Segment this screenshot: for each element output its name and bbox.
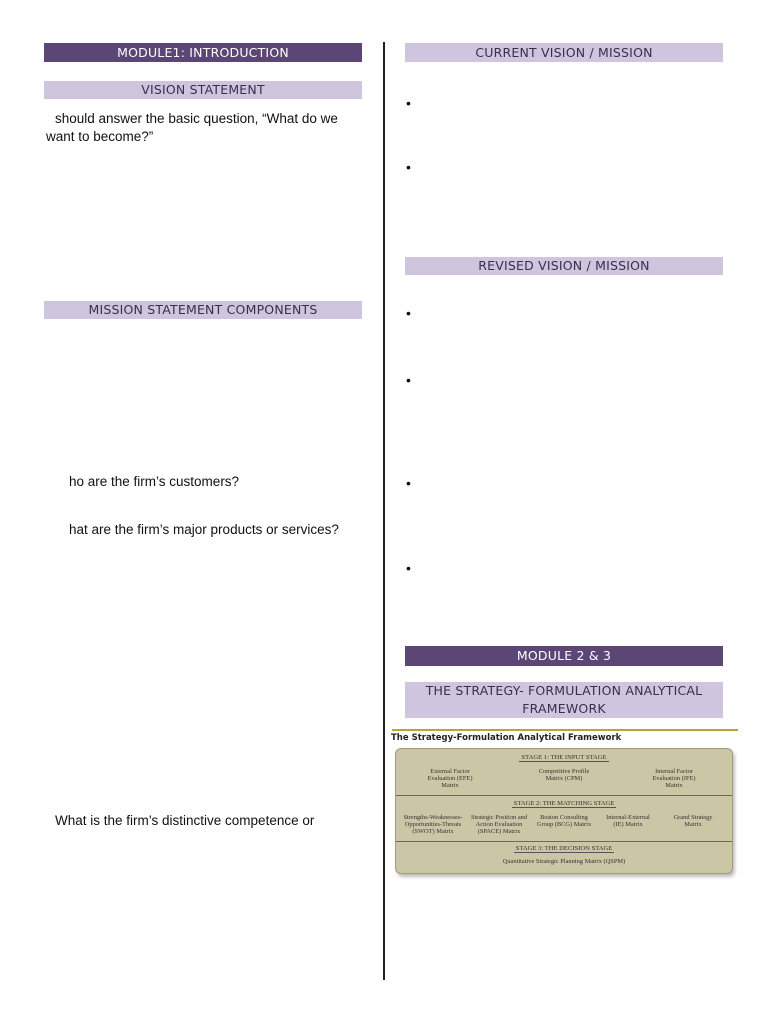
stage1-cpm: Competitive Profile Matrix (CPM) xyxy=(538,768,590,782)
stage-divider-2 xyxy=(396,841,732,842)
question-products: hat are the firm’s major products or services? xyxy=(69,522,339,537)
column-divider xyxy=(383,42,385,980)
module-2-3-header: MODULE 2 & 3 xyxy=(405,646,723,666)
strategy-framework-header: THE STRATEGY- FORMULATION ANALYTICAL FRAMEWORK xyxy=(405,682,723,718)
vision-statement-header: VISION STATEMENT xyxy=(44,81,362,99)
stage2-swot: Strengths-Weaknesses-Opportunities-Threats (SWOT) Matrix xyxy=(403,814,463,835)
revised-bullet-1: • xyxy=(406,305,411,321)
revised-bullet-4: • xyxy=(406,560,411,576)
stage2-grand-strategy: Grand Strategy Matrix xyxy=(673,814,713,828)
vision-statement-text: should answer the basic question, “What do we want to become?” xyxy=(46,111,338,144)
stage2-ie: Internal-External (IE) Matrix xyxy=(606,814,650,828)
stage1-efe: External Factor Evaluation (EFE) Matrix xyxy=(427,768,473,789)
question-customers: ho are the firm’s customers? xyxy=(69,474,240,489)
stage1-ife: Internal Factor Evaluation (IFE) Matrix xyxy=(652,768,696,789)
revised-bullet-2: • xyxy=(406,372,411,388)
stage2-title: STAGE 2: THE MATCHING STAGE xyxy=(513,800,615,807)
revised-bullet-3: • xyxy=(406,475,411,491)
current-vision-mission-header: CURRENT VISION / MISSION xyxy=(405,43,723,62)
figure-top-rule xyxy=(392,729,738,731)
current-bullet-2: • xyxy=(406,159,411,175)
revised-vision-mission-header: REVISED VISION / MISSION xyxy=(405,257,723,275)
stage3-qspm: Quantitative Strategic Planning Matrix (QSPM) xyxy=(502,858,626,865)
stage1-title: STAGE 1: THE INPUT STAGE xyxy=(521,754,607,761)
framework-figure xyxy=(395,748,733,874)
stage3-title: STAGE 3: THE DECISION STAGE xyxy=(515,845,613,852)
figure-caption: The Strategy-Formulation Analytical Framework xyxy=(391,733,622,743)
question-competence: What is the firm’s distinctive competence or xyxy=(55,813,315,828)
module1-header: MODULE1: INTRODUCTION xyxy=(44,43,362,62)
mission-statement-components-header: MISSION STATEMENT COMPONENTS xyxy=(44,301,362,319)
stage2-bcg: Boston Consulting Group (BCG) Matrix xyxy=(536,814,592,828)
stage2-space: Strategic Position and Action Evaluation (SPACE) Matrix xyxy=(470,814,528,835)
stage-divider-1 xyxy=(396,795,732,796)
current-bullet-1: • xyxy=(406,95,411,111)
